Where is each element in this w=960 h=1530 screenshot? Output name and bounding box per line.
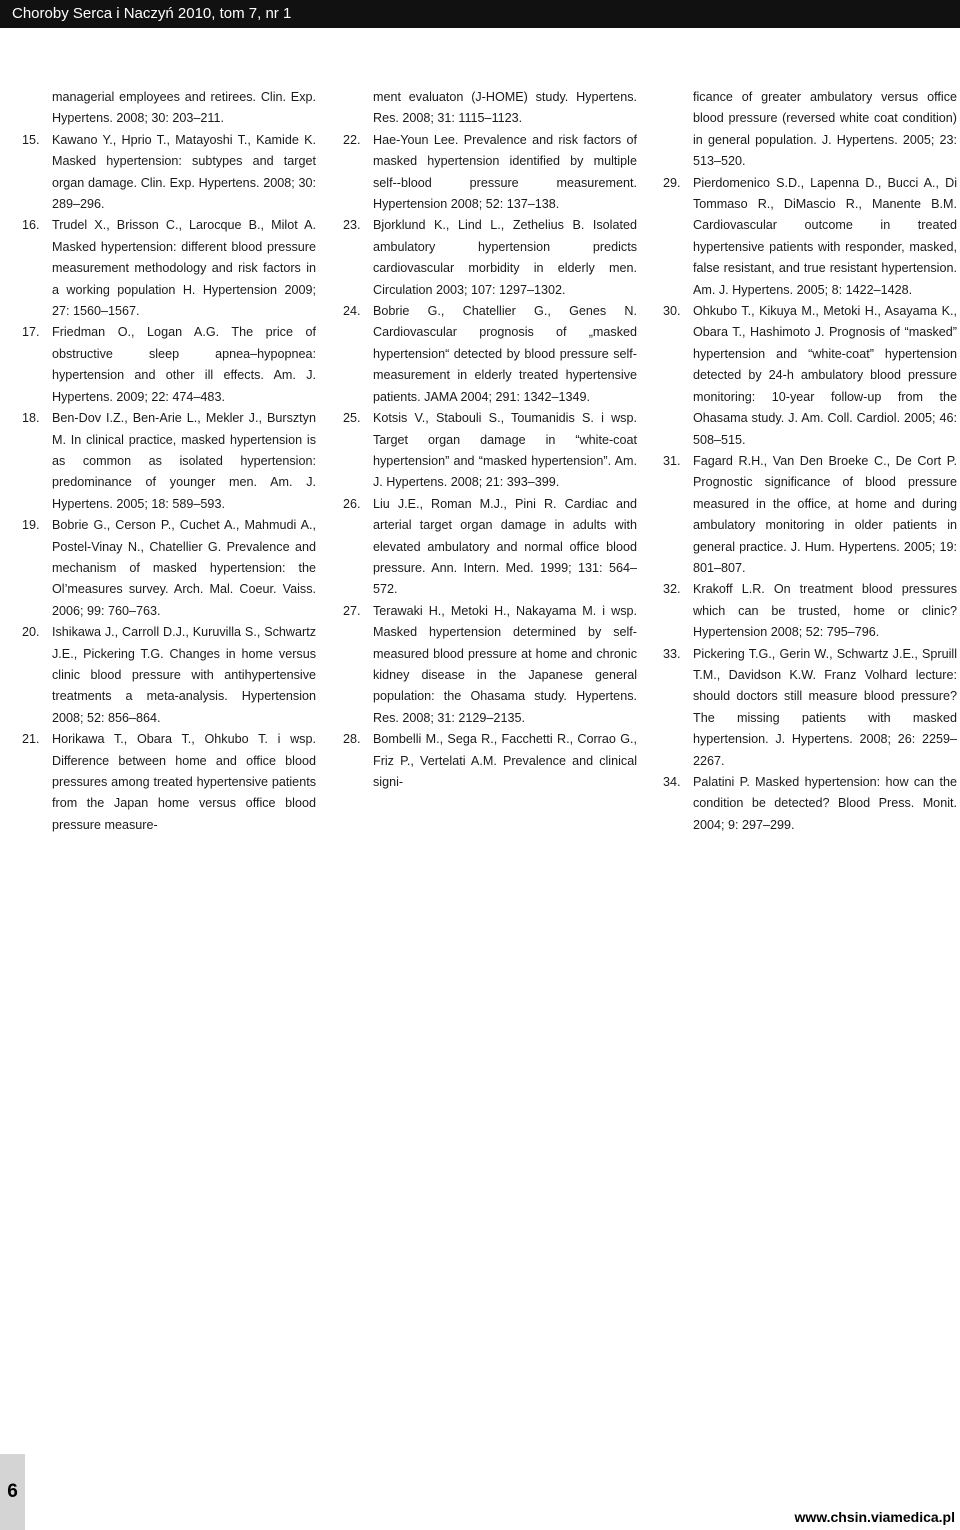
reference-text: Friedman O., Logan A.G. The price of obstructive sleep apnea–hypopnea: hypertension and other ill effects. Am. J. Hypertens. 2009; 22: 474–483. — [52, 325, 316, 404]
reference-item — [663, 644, 957, 772]
reference-item — [343, 130, 637, 216]
reference-number: 18. — [22, 411, 40, 426]
reference-text: Ishikawa J., Carroll D.J., Kuruvilla S., Schwartz J.E., Pickering T.G. Changes in home versus clinic blood pressure with antihypertensive treatments a meta-analysis. Hypertension 2008; 52: 856–864. — [52, 625, 316, 725]
reference-number: 34. — [663, 775, 681, 789]
reference-number: 29. — [663, 175, 681, 190]
reference-column-2 — [343, 87, 637, 793]
reference-number: 33. — [663, 646, 681, 661]
reference-item — [22, 130, 316, 216]
reference-item — [343, 601, 637, 729]
reference-item — [663, 579, 957, 643]
reference-text: managerial employees and retirees. Clin. Exp. Hypertens. 2008; 30: 203–211. — [52, 90, 316, 126]
reference-column-1 — [22, 87, 316, 836]
reference-text: Bobrie G., Chatellier G., Genes N. Cardiovascular prognosis of „masked hypertension“ detected by blood pressure self-measurement in elderly treated hypertensive patients. JAMA 2004; 291: 1342–1349. — [373, 304, 637, 404]
reference-number: 15. — [22, 132, 40, 147]
reference-text: Terawaki H., Metoki H., Nakayama M. i wsp. Masked hypertension determined by self-measured blood pressure at home and chronic kidney disease in the Japanese general population: the Ohasama study. Hypertens. Res. 2008; 31: 2129–2135. — [373, 603, 637, 725]
reference-item — [22, 515, 316, 622]
reference-item — [22, 408, 316, 515]
reference-text: Horikawa T., Obara T., Ohkubo T. i wsp. Difference between home and office blood pressures among treated hypertensive patients from the Japan home versus office blood pressure measure- — [52, 732, 316, 832]
reference-text: Palatini P. Masked hypertension: how can the condition be detected? Blood Press. Monit. 2004; 9: 297–299. — [693, 775, 957, 832]
reference-text: Hae-Youn Lee. Prevalence and risk factors of masked hypertension identified by multiple self--blood pressure measurement. Hypertension 2008; 52: 137–138. — [373, 132, 637, 212]
page-number: 6 — [7, 1481, 18, 1502]
reference-item — [663, 301, 957, 451]
journal-header-title: Choroby Serca i Naczyń 2010, tom 7, nr 1 — [12, 5, 292, 22]
journal-header-bar — [0, 0, 960, 28]
reference-text: Bombelli M., Sega R., Facchetti R., Corrao G., Friz P., Vertelati A.M. Prevalence and clinical signi- — [373, 732, 637, 789]
reference-item — [22, 215, 316, 322]
reference-item — [343, 408, 637, 494]
reference-text: Bobrie G., Cerson P., Cuchet A., Mahmudi A., Postel-Vinay N., Chatellier G. Prevalence and mechanism of masked hypertension: the Ol’measures survey. Arch. Mal. Coeur. Vaiss. 2006; 99: 760–763. — [52, 518, 316, 618]
reference-number: 25. — [343, 411, 361, 426]
reference-number: 26. — [343, 496, 361, 511]
reference-item — [22, 322, 316, 408]
reference-item — [343, 215, 637, 301]
reference-text: Bjorklund K., Lind L., Zethelius B. Isolated ambulatory hypertension predicts cardiovascular morbidity in elderly men. Circulation 2003; 107: 1297–1302. — [373, 218, 637, 297]
reference-item — [693, 87, 957, 173]
reference-text: Pickering T.G., Gerin W., Schwartz J.E., Spruill T.M., Davidson K.W. Franz Volhard lecture: should doctors still measure blood pressure? The missing patients with masked hypertension. J. Hypertens. 2008; 26: 2259–2267. — [693, 646, 957, 768]
reference-text: Fagard R.H., Van Den Broeke C., De Cort P. Prognostic significance of blood pressure measured in the office, at home and during ambulatory monitoring in older patients in general practice. J. Hum. Hypertens. 2005; 19: 801–807. — [693, 453, 957, 575]
reference-item — [343, 494, 637, 601]
reference-text: ficance of greater ambulatory versus office blood pressure (reversed white coat condition) in general population. J. Hypertens. 2005; 23: 513–520. — [693, 90, 957, 169]
reference-number: 32. — [663, 582, 681, 597]
reference-number: 16. — [22, 218, 40, 233]
reference-text: Ohkubo T., Kikuya M., Metoki H., Asayama K., Obara T., Hashimoto J. Prognosis of “masked” hypertension and “white-coat” hypertension detected by 24-h ambulatory blood pressure monitoring: 10-year follow-up from the Ohasama study. J. Am. Coll. Cardiol. 2005; 46: 508–515. — [693, 304, 957, 447]
journal-website-link[interactable]: www.chsin.viamedica.pl — [794, 1509, 955, 1525]
reference-number: 28. — [343, 732, 361, 747]
reference-text: Pierdomenico S.D., Lapenna D., Bucci A., Di Tommaso R., DiMascio R., Manente B.M. Cardiovascular outcome in treated hypertensive patients with responder, masked, false resistant, and true resistant hypertension. Am. J. Hypertens. 2005; 8: 1422–1428. — [693, 175, 957, 297]
reference-number: 17. — [22, 325, 40, 340]
reference-number: 19. — [22, 518, 40, 533]
reference-item — [663, 173, 957, 301]
reference-number: 31. — [663, 453, 681, 468]
reference-text: Ben-Dov I.Z., Ben-Arie L., Mekler J., Bursztyn M. In clinical practice, masked hypertension is as common as isolated hypertension: predominance of younger men. Am. J. Hypertens. 2005; 18: 589–593. — [52, 411, 316, 511]
reference-number: 22. — [343, 132, 361, 147]
reference-number: 30. — [663, 304, 681, 319]
reference-text: Trudel X., Brisson C., Larocque B., Milot A. Masked hypertension: different blood pressure measurement methodology and risk factors in a working population H. Hypertension 2009; 27: 1560–1567. — [52, 218, 316, 319]
reference-text: Kotsis V., Stabouli S., Toumanidis S. i wsp. Target organ damage in “white-coat hypertension” and “masked hypertension”. Am. J. Hypertens. 2008; 21: 393–399. — [373, 411, 637, 490]
reference-item — [663, 772, 957, 836]
reference-text: ment evaluaton (J-HOME) study. Hypertens. Res. 2008; 31: 1115–1123. — [373, 90, 637, 126]
reference-item — [343, 729, 637, 793]
reference-number: 23. — [343, 218, 361, 233]
reference-item — [663, 451, 957, 579]
reference-item — [52, 87, 316, 130]
reference-item — [373, 87, 637, 130]
reference-number: 27. — [343, 603, 361, 618]
reference-number: 20. — [22, 625, 40, 640]
reference-column-3 — [663, 87, 957, 836]
reference-text: Kawano Y., Hprio T., Matayoshi T., Kamide K. Masked hypertension: subtypes and target organ damage. Clin. Exp. Hypertens. 2008; 30: 289–296. — [52, 132, 316, 212]
reference-item — [22, 622, 316, 729]
reference-text: Krakoff L.R. On treatment blood pressures which can be trusted, home or clinic? Hypertension 2008; 52: 795–796. — [693, 582, 957, 640]
reference-number: 24. — [343, 304, 361, 319]
reference-item — [22, 729, 316, 836]
reference-item — [343, 301, 637, 408]
reference-number: 21. — [22, 732, 40, 747]
reference-text: Liu J.E., Roman M.J., Pini R. Cardiac and arterial target organ damage in adults with elevated ambulatory and normal office blood pressure. Ann. Intern. Med. 1999; 131: 564–572. — [373, 496, 637, 597]
